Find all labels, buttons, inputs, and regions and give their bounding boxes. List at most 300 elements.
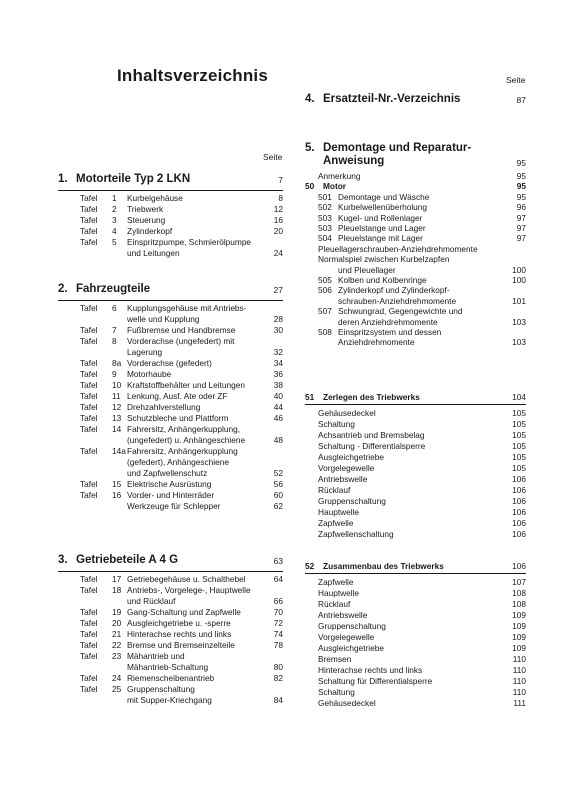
list-item bbox=[80, 574, 283, 585]
entry-text: Triebwerk bbox=[127, 204, 164, 214]
tafel-label: Tafel bbox=[80, 325, 98, 335]
entry-text: Drehzahlverstellung bbox=[127, 402, 201, 412]
entry-page: 95 bbox=[516, 191, 526, 202]
section-number: 2. bbox=[58, 283, 68, 295]
entry-page: 101 bbox=[512, 295, 526, 306]
tafel-label: Tafel bbox=[80, 380, 98, 390]
entry-text: Kurbelwellenüberholung bbox=[338, 202, 428, 213]
list-item bbox=[305, 213, 526, 224]
list-item bbox=[80, 501, 283, 512]
list-item bbox=[80, 369, 283, 380]
entry-text: Vorgelegewelle bbox=[318, 632, 375, 642]
section-title: Getriebeteile A 4 G bbox=[76, 554, 179, 566]
entry-page: 100 bbox=[512, 264, 526, 275]
tafel-label: Tafel bbox=[80, 358, 98, 368]
list-item bbox=[305, 327, 526, 338]
list-item bbox=[80, 248, 283, 259]
entry-text: Riemenscheibenantrieb bbox=[127, 673, 215, 683]
tafel-number: 10 bbox=[112, 380, 122, 390]
entry-page: 44 bbox=[273, 402, 283, 412]
entry-page: 105 bbox=[512, 430, 526, 440]
entry-text: Vorderachse (gefedert) bbox=[127, 358, 212, 368]
entry-text: Ausgleichgetriebe u. -sperre bbox=[127, 618, 231, 628]
entry-number: 501 bbox=[318, 191, 332, 202]
list-item bbox=[80, 402, 283, 413]
entry-text: schrauben-Anziehdrehmomente bbox=[338, 295, 457, 306]
entry-text: Rücklauf bbox=[318, 599, 351, 609]
seite-label-left: Seite bbox=[263, 152, 283, 162]
section-number: 4. bbox=[305, 93, 315, 105]
list-item bbox=[305, 171, 526, 182]
list-item bbox=[305, 192, 526, 203]
entry-page: 52 bbox=[273, 468, 283, 478]
entry-text: und Zapfwellenschutz bbox=[127, 468, 208, 478]
entry-page: 106 bbox=[512, 529, 526, 539]
tafel-number: 18 bbox=[112, 585, 122, 595]
subsection-number: 51 bbox=[305, 392, 315, 402]
list-item bbox=[80, 424, 283, 435]
entry-text: (ungefedert) u. Anhängeschiene bbox=[127, 435, 246, 445]
tafel-number: 20 bbox=[112, 618, 122, 628]
list-item bbox=[80, 596, 283, 607]
entry-number: 503 bbox=[318, 223, 332, 233]
entry-text: Schutzbleche und Plattform bbox=[127, 413, 229, 423]
subsection-heading bbox=[305, 392, 526, 403]
entry-text: Normalspiel zwischen Kurbelzapfen bbox=[318, 254, 450, 265]
tafel-number: 21 bbox=[112, 629, 122, 639]
entry-page: 97 bbox=[516, 212, 526, 223]
list-item bbox=[80, 193, 283, 204]
entry-text: Zylinderkopf bbox=[127, 226, 173, 236]
entry-text: Gruppenschaltung bbox=[318, 496, 386, 506]
list-item bbox=[318, 687, 526, 698]
entry-text: und Leitungen bbox=[127, 248, 180, 258]
entry-page: 111 bbox=[513, 698, 526, 708]
section-heading bbox=[58, 283, 150, 295]
list-item bbox=[80, 413, 283, 424]
tafel-label: Tafel bbox=[80, 424, 98, 434]
list-item bbox=[318, 474, 526, 485]
entry-page: 8 bbox=[278, 193, 283, 203]
tafel-label: Tafel bbox=[80, 574, 98, 584]
list-item bbox=[318, 610, 526, 621]
subsection-rule bbox=[305, 573, 526, 574]
list-item bbox=[318, 463, 526, 474]
tafel-label: Tafel bbox=[80, 215, 98, 225]
entry-page: 80 bbox=[273, 662, 283, 672]
list-item bbox=[318, 599, 526, 610]
entry-page: 109 bbox=[512, 610, 526, 620]
tafel-number: 7 bbox=[112, 325, 117, 335]
tafel-label: Tafel bbox=[80, 651, 98, 661]
tafel-number: 14 bbox=[112, 424, 122, 434]
list-item bbox=[318, 698, 526, 709]
list-item bbox=[80, 435, 283, 446]
entry-text: Mähantrieb-Schaltung bbox=[127, 662, 209, 672]
section-title: Ersatzteil-Nr.-Verzeichnis bbox=[323, 93, 461, 105]
entry-text: Hauptwelle bbox=[318, 507, 360, 517]
entry-page: 97 bbox=[516, 233, 526, 244]
entry-text: Vorder- und Hinterräder bbox=[127, 490, 215, 500]
list-item bbox=[80, 684, 283, 695]
entry-text: Kurbelgehäuse bbox=[127, 193, 183, 203]
entry-page: 56 bbox=[273, 479, 283, 489]
list-item bbox=[318, 529, 526, 540]
entry-text: Hauptwelle bbox=[318, 588, 360, 598]
entry-text: Zapfwellenschaltung bbox=[318, 529, 394, 539]
entry-page: 72 bbox=[273, 618, 283, 628]
entry-page: 46 bbox=[273, 413, 283, 423]
tafel-label: Tafel bbox=[80, 336, 98, 346]
tafel-label: Tafel bbox=[80, 479, 98, 489]
list-item bbox=[318, 430, 526, 441]
entry-number: 502 bbox=[318, 202, 332, 213]
tafel-number: 19 bbox=[112, 607, 122, 617]
entry-page: 105 bbox=[512, 419, 526, 429]
entry-page: 100 bbox=[512, 275, 526, 285]
list-item bbox=[318, 485, 526, 496]
entry-page: 74 bbox=[273, 629, 283, 639]
section-heading bbox=[305, 142, 471, 155]
entry-page: 70 bbox=[273, 607, 283, 617]
entry-page: 82 bbox=[273, 673, 283, 683]
entry-page: 20 bbox=[273, 226, 283, 236]
entry-page: 106 bbox=[512, 518, 526, 528]
tafel-number: 22 bbox=[112, 640, 122, 650]
tafel-number: 4 bbox=[112, 226, 117, 236]
tafel-label: Tafel bbox=[80, 303, 98, 313]
page-title: Inhaltsverzeichnis bbox=[117, 66, 268, 85]
entry-text: Motorhaube bbox=[127, 369, 172, 379]
entry-text: Mähantrieb und bbox=[127, 651, 185, 661]
section-title: Motorteile Typ 2 LKN bbox=[76, 173, 191, 185]
entry-page: 108 bbox=[512, 599, 526, 609]
list-item bbox=[318, 654, 526, 665]
entry-text: Schaltung bbox=[318, 419, 355, 429]
entry-page: 109 bbox=[512, 621, 526, 631]
entry-page: 105 bbox=[512, 441, 526, 451]
list-item bbox=[80, 640, 283, 651]
tafel-number: 5 bbox=[112, 237, 117, 247]
tafel-number: 16 bbox=[112, 490, 122, 500]
list-item bbox=[318, 441, 526, 452]
subsection-title: Zerlegen des Triebwerks bbox=[323, 392, 420, 402]
entry-text: Anziehdrehmomente bbox=[338, 337, 415, 348]
tafel-number: 25 bbox=[112, 684, 122, 694]
entry-text: Hinterachse rechts und links bbox=[127, 629, 232, 639]
entry-page: 109 bbox=[512, 632, 526, 642]
section-heading bbox=[305, 93, 460, 105]
entry-text: Gruppenschaltung bbox=[127, 684, 195, 694]
entry-number: 505 bbox=[318, 275, 332, 285]
entry-page: 96 bbox=[516, 202, 526, 213]
entry-text: mit Supper-Kriechgang bbox=[127, 695, 212, 705]
subsection-page: 106 bbox=[512, 561, 526, 571]
entry-page: 34 bbox=[273, 358, 283, 368]
entry-page: 103 bbox=[512, 316, 526, 327]
tafel-label: Tafel bbox=[80, 391, 98, 401]
list-item bbox=[305, 317, 526, 328]
list-item bbox=[305, 337, 526, 348]
entry-page: 108 bbox=[512, 588, 526, 598]
list-item bbox=[305, 275, 526, 286]
entry-text: Gruppenschaltung bbox=[318, 621, 386, 631]
entry-page: 105 bbox=[512, 463, 526, 473]
list-item bbox=[318, 507, 526, 518]
entry-text: Antriebswelle bbox=[318, 474, 368, 484]
list-item bbox=[318, 496, 526, 507]
entry-text: Zapfwelle bbox=[318, 577, 354, 587]
list-item bbox=[80, 618, 283, 629]
section-page: 63 bbox=[273, 556, 283, 566]
list-item bbox=[305, 265, 526, 276]
entry-text: Pleuelstange und Lager bbox=[338, 223, 426, 233]
entry-text: Fahrersitz, Anhängerkupplung bbox=[127, 446, 238, 456]
entry-page: 109 bbox=[512, 643, 526, 653]
tafel-number: 17 bbox=[112, 574, 122, 584]
list-item bbox=[318, 452, 526, 463]
list-item bbox=[318, 665, 526, 676]
tafel-number: 3 bbox=[112, 215, 117, 225]
section-page: 87 bbox=[516, 95, 526, 105]
entry-page: 40 bbox=[273, 391, 283, 401]
entry-page: 105 bbox=[512, 452, 526, 462]
subsection-page: 104 bbox=[512, 392, 526, 402]
list-item bbox=[318, 577, 526, 588]
section-page: 95 bbox=[516, 158, 526, 168]
entry-text: Ausgleichgetriebe bbox=[318, 643, 384, 653]
section-title-line2: Anweisung bbox=[323, 155, 385, 167]
entry-text: Bremsen bbox=[318, 654, 352, 664]
entry-page: 106 bbox=[512, 507, 526, 517]
tafel-label: Tafel bbox=[80, 607, 98, 617]
subsection-heading bbox=[305, 561, 526, 572]
list-item bbox=[318, 632, 526, 643]
entry-page: 24 bbox=[273, 248, 283, 258]
entry-page: 106 bbox=[512, 474, 526, 484]
entry-page: 30 bbox=[273, 325, 283, 335]
entry-text: Vorgelegewelle bbox=[318, 463, 375, 473]
list-item bbox=[305, 223, 526, 234]
entry-text: Schaltung für Differentialsperre bbox=[318, 676, 433, 686]
entry-text: Lagerung bbox=[127, 347, 163, 357]
entry-number: 50 bbox=[305, 181, 315, 192]
list-item bbox=[80, 585, 283, 596]
list-item bbox=[80, 215, 283, 226]
entry-text: (gefedert), Anhängeschiene bbox=[127, 457, 229, 467]
entry-text: Rücklauf bbox=[318, 485, 351, 495]
tafel-number: 8a bbox=[112, 358, 122, 368]
tafel-label: Tafel bbox=[80, 629, 98, 639]
list-item bbox=[305, 244, 526, 255]
list-item bbox=[80, 391, 283, 402]
section-number: 1. bbox=[58, 173, 68, 185]
entry-page: 103 bbox=[512, 337, 526, 348]
tafel-label: Tafel bbox=[80, 490, 98, 500]
tafel-number: 6 bbox=[112, 303, 117, 313]
tafel-label: Tafel bbox=[80, 413, 98, 423]
section-page: 7 bbox=[278, 175, 283, 185]
list-item bbox=[80, 347, 283, 358]
section-rule bbox=[58, 190, 283, 191]
list-item bbox=[305, 285, 526, 296]
list-item bbox=[80, 446, 283, 457]
tafel-number: 9 bbox=[112, 369, 117, 379]
list-item bbox=[305, 296, 526, 307]
entry-page: 110 bbox=[512, 654, 526, 664]
entry-text: Achsantrieb und Bremsbelag bbox=[318, 430, 425, 440]
entry-text: Antriebs-, Vorgelege-, Hauptwelle bbox=[127, 585, 251, 595]
entry-page: 64 bbox=[273, 574, 283, 584]
subsection-rule bbox=[305, 404, 526, 405]
tafel-number: 1 bbox=[112, 193, 117, 203]
list-item bbox=[80, 662, 283, 673]
subsection-number: 52 bbox=[305, 561, 315, 571]
entry-text: Werkzeuge für Schlepper bbox=[127, 501, 221, 511]
entry-text: und Pleuellager bbox=[338, 264, 396, 275]
list-item bbox=[80, 490, 283, 501]
entry-text: Gehäusedeckel bbox=[318, 408, 376, 418]
list-item bbox=[318, 643, 526, 654]
entry-text: Hinterachse rechts und links bbox=[318, 665, 423, 675]
entry-text: Anmerkung bbox=[318, 171, 361, 181]
section-page: 27 bbox=[273, 285, 283, 295]
entry-number: 504 bbox=[318, 233, 332, 244]
tafel-label: Tafel bbox=[80, 193, 98, 203]
tafel-label: Tafel bbox=[80, 402, 98, 412]
list-item bbox=[80, 629, 283, 640]
entry-page: 105 bbox=[512, 408, 526, 418]
list-item bbox=[318, 621, 526, 632]
list-item bbox=[80, 336, 283, 347]
list-item bbox=[80, 325, 283, 336]
list-item bbox=[305, 181, 526, 192]
entry-page: 12 bbox=[273, 204, 283, 214]
tafel-label: Tafel bbox=[80, 446, 98, 456]
list-item bbox=[80, 226, 283, 237]
section-number: 5. bbox=[305, 142, 315, 154]
entry-number: 506 bbox=[318, 285, 332, 296]
tafel-number: 13 bbox=[112, 413, 122, 423]
subsection-title: Zusammenbau des Triebwerks bbox=[323, 561, 444, 571]
list-item bbox=[318, 419, 526, 430]
tafel-number: 23 bbox=[112, 651, 122, 661]
entry-page: 95 bbox=[516, 171, 526, 181]
list-item bbox=[318, 518, 526, 529]
entry-text: Fußbremse und Handbremse bbox=[127, 325, 236, 335]
entry-text: deren Anziehdrehmomente bbox=[338, 316, 438, 327]
entry-page: 107 bbox=[512, 577, 526, 587]
entry-page: 32 bbox=[273, 347, 283, 357]
entry-text: Kupplungsgehäuse mit Antriebs- bbox=[127, 303, 247, 313]
tafel-label: Tafel bbox=[80, 237, 98, 247]
entry-text: Einspritzpumpe, Schmierölpumpe bbox=[127, 237, 252, 247]
entry-text: Einspritzsystem und dessen bbox=[338, 327, 442, 337]
entry-page: 48 bbox=[273, 435, 283, 445]
entry-text: Antriebswelle bbox=[318, 610, 368, 620]
section-rule bbox=[58, 571, 283, 572]
entry-page: 106 bbox=[512, 496, 526, 506]
list-item bbox=[80, 314, 283, 325]
tafel-label: Tafel bbox=[80, 684, 98, 694]
tafel-number: 14a bbox=[112, 446, 126, 456]
entry-text: Kugel- und Rollenlager bbox=[338, 212, 423, 223]
section-heading bbox=[58, 173, 190, 185]
entry-text: Getriebegehäuse u. Schalthebel bbox=[127, 574, 246, 584]
section-rule bbox=[58, 300, 283, 301]
section-number: 3. bbox=[58, 554, 68, 566]
entry-page: 28 bbox=[273, 314, 283, 324]
entry-text: Vorderachse (ungefedert) mit bbox=[127, 336, 235, 346]
tafel-number: 2 bbox=[112, 204, 117, 214]
entry-text: Pleuelstange mit Lager bbox=[338, 233, 423, 244]
entry-page: 97 bbox=[516, 223, 526, 233]
list-item bbox=[80, 479, 283, 490]
section-title: Demontage und Reparatur- bbox=[323, 142, 472, 154]
list-item bbox=[80, 237, 283, 248]
entry-page: 62 bbox=[273, 501, 283, 511]
tafel-number: 11 bbox=[112, 391, 121, 401]
list-item bbox=[80, 358, 283, 369]
entry-text: Ausgleichgetriebe bbox=[318, 452, 384, 462]
list-item bbox=[305, 254, 526, 265]
entry-page: 16 bbox=[273, 215, 283, 225]
tafel-label: Tafel bbox=[80, 204, 98, 214]
entry-text: Lenkung, Ausf. Ate oder ZF bbox=[127, 391, 228, 401]
entry-page: 36 bbox=[273, 369, 283, 379]
list-item bbox=[80, 380, 283, 391]
entry-page: 84 bbox=[273, 695, 283, 705]
section-title: Fahrzeugteile bbox=[76, 283, 151, 295]
tafel-label: Tafel bbox=[80, 369, 98, 379]
list-item bbox=[80, 673, 283, 684]
entry-text: Kolben und Kolbenringe bbox=[338, 275, 427, 285]
tafel-number: 12 bbox=[112, 402, 122, 412]
entry-text: Zylinderkopf und Zylinderkopf- bbox=[338, 285, 450, 296]
list-item bbox=[318, 408, 526, 419]
list-item bbox=[80, 651, 283, 662]
tafel-label: Tafel bbox=[80, 673, 98, 683]
entry-number: 507 bbox=[318, 306, 332, 317]
entry-text: Schaltung bbox=[318, 687, 355, 697]
entry-text: Schwungrad, Gegengewichte und bbox=[338, 306, 463, 317]
entry-text: Fahrersitz, Anhängerkupplung, bbox=[127, 424, 241, 434]
entry-text: Motor bbox=[323, 181, 347, 192]
entry-text: Demontage und Wäsche bbox=[338, 191, 430, 202]
entry-page: 95 bbox=[516, 181, 526, 192]
entry-number: 508 bbox=[318, 327, 332, 337]
entry-page: 66 bbox=[273, 596, 283, 606]
entry-text: Pleuellagerschrauben-Anziehdrehmomente bbox=[318, 243, 478, 254]
list-item bbox=[305, 306, 526, 317]
section-heading bbox=[58, 554, 178, 566]
entry-page: 106 bbox=[512, 485, 526, 495]
entry-number: 503 bbox=[318, 212, 332, 223]
entry-page: 60 bbox=[273, 490, 283, 500]
entry-page: 110 bbox=[512, 665, 526, 675]
tafel-label: Tafel bbox=[80, 618, 98, 628]
entry-text: Schaltung - Differentialsperre bbox=[318, 441, 426, 451]
entry-text: und Rücklauf bbox=[127, 596, 176, 606]
list-item bbox=[318, 676, 526, 687]
tafel-label: Tafel bbox=[80, 226, 98, 236]
list-item bbox=[80, 607, 283, 618]
entry-text: Kraftstoffbehälter und Leitungen bbox=[127, 380, 245, 390]
entry-text: welle und Kupplung bbox=[127, 314, 200, 324]
entry-text: Steuerung bbox=[127, 215, 166, 225]
entry-page: 110 bbox=[512, 687, 526, 697]
list-item bbox=[318, 588, 526, 599]
